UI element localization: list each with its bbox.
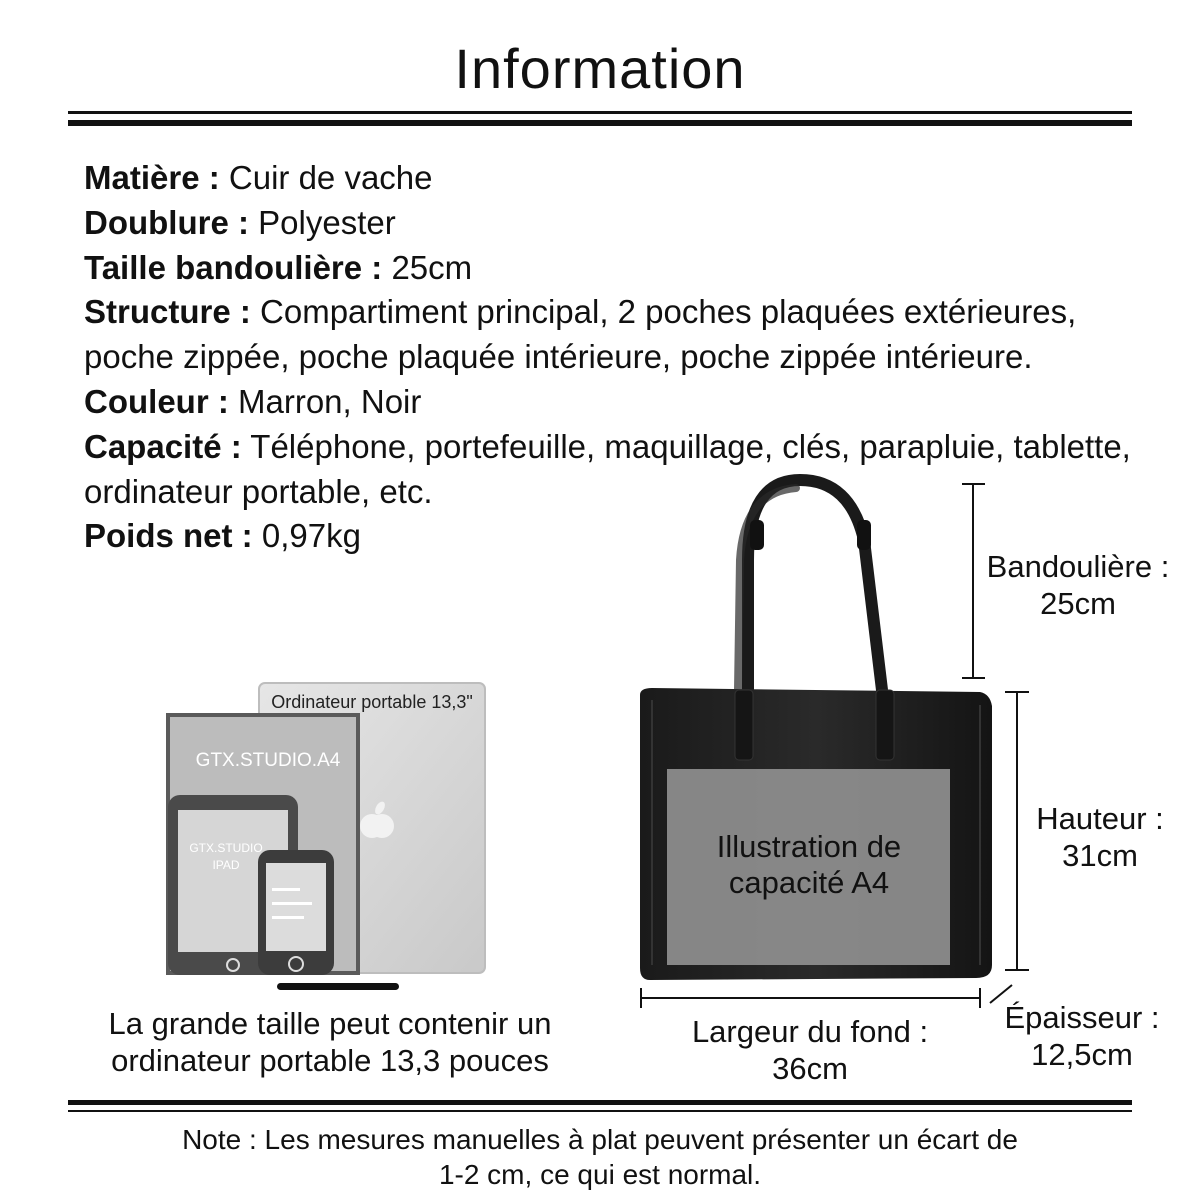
page-title: Information	[454, 37, 746, 100]
strap-label: Bandoulière :	[986, 549, 1170, 584]
depth-value: 12,5cm	[1031, 1037, 1133, 1072]
spec-value: Polyester	[258, 203, 396, 241]
spec-value: Téléphone, portefeuille, maquillage, clés, parapluie, tablette,	[250, 427, 1131, 465]
tablet-label-sub: IPAD	[212, 858, 240, 872]
stand-bar	[277, 983, 399, 990]
height-label: Hauteur :	[1036, 801, 1164, 836]
handle-tab	[750, 520, 764, 550]
height-dimension-label	[1010, 800, 1190, 874]
spec-label: Taille bandoulière :	[84, 248, 383, 286]
spec-value: 25cm	[391, 248, 473, 286]
spec-label: Couleur :	[84, 382, 229, 420]
phone-line	[272, 916, 304, 919]
strap-dimension-label	[968, 548, 1188, 622]
spec-value: Compartiment principal, 2 poches plaquées extérieures,	[260, 293, 1077, 331]
spec-label: Capacité :	[84, 427, 242, 465]
tablet-label: GTX.STUDIO	[189, 841, 263, 855]
spec-label: Doublure :	[84, 203, 249, 241]
tote-bag	[640, 480, 992, 980]
spec-structure-cont: poche zippée, poche plaquée intérieure, poche zippée intérieure.	[84, 338, 1033, 376]
spec-label: Structure :	[84, 293, 251, 331]
width-label: Largeur du fond :	[691, 1014, 929, 1049]
phone-line	[272, 888, 300, 891]
a4-sheet-label: GTX.STUDIO.A4	[195, 750, 341, 771]
a4-overlay-label: Illustration de	[716, 829, 902, 864]
phone-screen	[266, 863, 326, 951]
spec-capacity-cont: ordinateur portable, etc.	[84, 472, 433, 510]
depth-label: Épaisseur :	[1004, 1000, 1160, 1035]
depth-dimension-label	[992, 999, 1172, 1073]
width-value: 36cm	[772, 1051, 848, 1086]
spec-value: Cuir de vache	[228, 159, 433, 196]
height-value: 31cm	[1062, 838, 1138, 873]
spec-label: Poids net :	[84, 517, 253, 555]
strap-value: 25cm	[1040, 586, 1116, 621]
footer-note	[0, 1122, 1200, 1192]
devices-caption	[40, 1005, 620, 1079]
note-line: 1-2 cm, ce qui est normal.	[438, 1159, 762, 1190]
spec-value: 0,97kg	[261, 517, 361, 555]
bag-handle-left	[748, 480, 882, 690]
a4-overlay-label: capacité A4	[728, 865, 890, 900]
handle-drop-right	[876, 690, 894, 760]
footer-divider-thick	[68, 1100, 1132, 1105]
handle-tab	[857, 520, 871, 550]
caption-line: ordinateur portable 13,3 pouces	[111, 1043, 549, 1078]
handle-drop-left	[735, 690, 753, 760]
spec-value: Marron, Noir	[238, 382, 422, 420]
phone-line	[272, 902, 312, 905]
width-dimension-label	[660, 1013, 960, 1087]
note-line: Note : Les mesures manuelles à plat peuvent présenter un écart de	[182, 1124, 1018, 1155]
footer-divider-thin	[68, 1110, 1132, 1112]
laptop-label: Ordinateur portable 13,3"	[271, 692, 473, 712]
devices-illustration	[168, 683, 485, 990]
caption-line: La grande taille peut contenir un	[108, 1006, 552, 1041]
spec-label: Matière :	[84, 159, 220, 196]
